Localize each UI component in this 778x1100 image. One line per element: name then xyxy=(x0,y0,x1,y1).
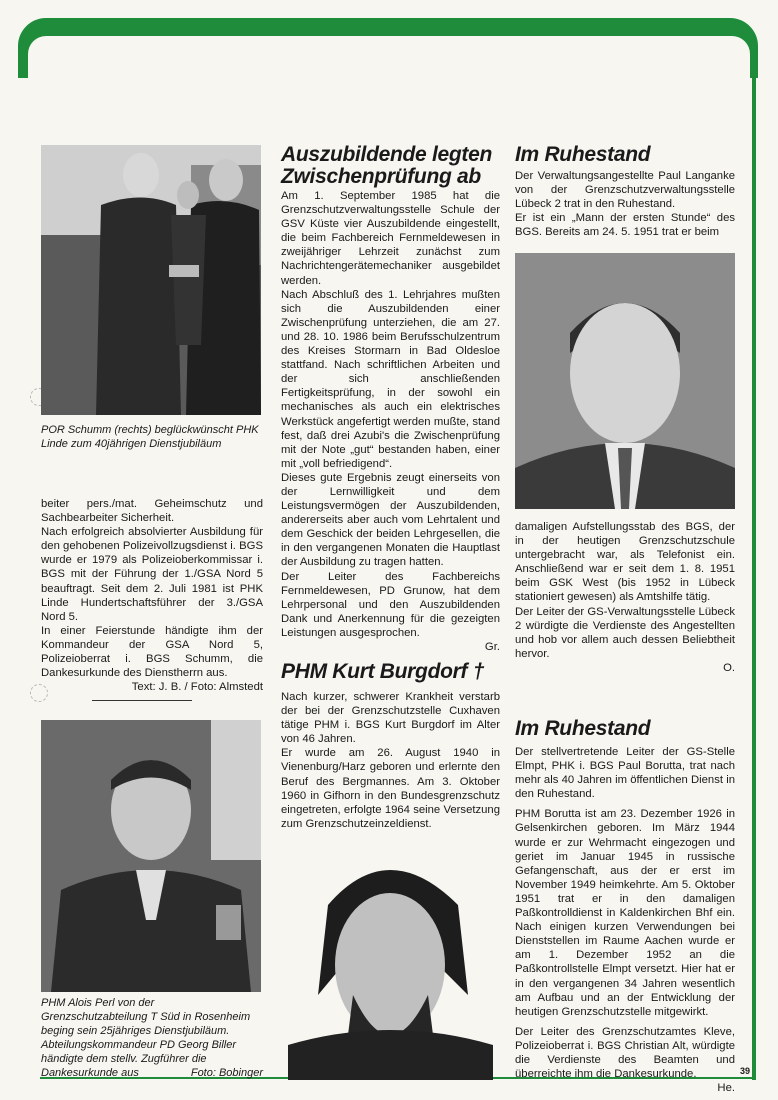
photo-langanke xyxy=(515,253,735,509)
paragraph: PHM Borutta ist am 23. Dezember 1926 in Gelsenkirchen geboren. Im März 1944 wurde er zur Wehrmacht eingezogen und geriet im Januar 1945 in russische Gefangenschaft, aus der er erst im November 1949 heimkehrte. Am 5. Oktober 1951 trat er in den damaligen Paßkontrolldienst in Kaldenkirchen Bhf ein. Nach einigen kurzen Verwendungen bei Dienststellen im Raume Aachen wurde er am 1. Dezember 1952 an die Paßkontrollstelle Elmpt versetzt. Hier hat er in den vergangenen 34 Jahren wesentlich am Aufbau und an der Entwicklung der heutigen Grenzschutzstelle mitgewirkt. xyxy=(515,808,735,1018)
paragraph: Der Leiter des Grenzschutzamtes Kleve, Polizeioberrat i. BGS Christian Alt, würdigte die Verdienste des Beamten und überreichte ihm die Dankesurkunde. xyxy=(515,1025,735,1081)
paragraph: Der Leiter des Fachbereichs Fernmeldewesen, PD Grunow, hat dem Lehrpersonal und den Auszubildenden Dank und Anerkennung für die gezeigten Leistungen ausgesprochen. xyxy=(281,570,500,639)
paragraph: Der Verwaltungsangestellte Paul Langanke von der Grenzschutzverwaltungsstelle Lübeck 2 trat in den Ruhestand. xyxy=(515,170,735,211)
signature: He. xyxy=(717,1082,735,1095)
paragraph: Der Leiter der GS-Verwaltungsstelle Lübeck 2 würdigte die Verdienste des Angestellten und hob vor allem auch dessen Beliebtheit hervor. xyxy=(515,605,735,660)
paragraph: Er wurde am 26. August 1940 in Vienenburg/Harz geboren und erlernte den Beruf des Bergmannes. Am 3. Oktober 1960 in Gifhorn in den Bundesgrenzschutz eingetreten, erfolgte 1964 seine Versetzung zum Grenzschutzeinzeldienst. xyxy=(281,747,500,830)
paragraph: Dieses gute Ergebnis zeugt einerseits von der Lernwilligkeit und dem Leistungsvermögen der Auszubildenden, andererseits aber auch vom Lehrtalent und dem Geschick der beiden Lehrgesellen, die in den vergangenen Monaten die Hauptlast der Ausbildung zu tragen hatten. xyxy=(281,471,500,569)
headline-auszubildende: Auszubildende legten Zwischenprüfung ab xyxy=(281,143,493,188)
paragraph: beiter pers./mat. Geheimschutz und Sachbearbeiter Sicherheit. xyxy=(41,498,263,525)
left-article-text xyxy=(41,497,263,694)
divider xyxy=(92,700,192,701)
ruhestand2-text xyxy=(515,745,735,1095)
burgdorf-text xyxy=(281,690,500,831)
photo2-caption xyxy=(41,996,263,1080)
paragraph: Er ist ein „Mann der ersten Stunde“ des BGS. Bereits am 24. 5. 1951 trat er beim xyxy=(515,212,735,239)
paragraph: Nach erfolgreich absolvierter Ausbildung für den gehobenen Polizeivollzugsdienst i. BGS wurde er 1979 als Polizeioberkommissar i. BGS mit der Führung der 1./GSA Nord 5 beauftragt. Seit dem 2. Juli 1981 ist PHK Linde Hundertschaftsführer der 3./GSA Nord 5. xyxy=(41,526,263,623)
paragraph: Der stellvertretende Leiter der GS-Stelle Elmpt, PHK i. BGS Paul Borutta, trat nach mehr als 40 Jahren im öffentlichen Dienst in den Ruhestand. xyxy=(515,746,735,801)
photo2-credit: Foto: Bobinger xyxy=(190,1067,263,1079)
photo1-caption: POR Schumm (rechts) beglückwünscht PHK Linde zum 40jährigen Dienstjubiläum xyxy=(41,424,259,450)
signature: O. xyxy=(723,661,735,674)
paragraph: In einer Feierstunde händigte ihm der Kommandeur der GSA Nord 5, Polizeioberrat i. BGS Schumm, die Dankesurkunde des Dienstherrn aus. xyxy=(41,624,263,680)
headline-ruhestand-1: Im Ruhestand xyxy=(515,143,651,166)
paragraph: damaligen Aufstellungsstab des BGS, der in der heutigen Grenzschutzschule untergebracht war, als Telefonist ein. Anschließend war er seit dem 1. 8. 1951 beim GSK West (bis 1952 in Lübeck stationiert gewesen) als Amtshilfe tätig. xyxy=(515,521,735,604)
headline-burgdorf: PHM Kurt Burgdorf † xyxy=(281,660,485,683)
paragraph: Nach Abschluß des 1. Lehrjahres mußten sich die Auszubildenden einer Zwischenprüfung unterziehen, die am 27. und 28. 10. 1986 beim Berufsschulzentrum des Kreises Stormarn in Bad Oldesloe stattfand. Nach schriftlichen Arbeiten und der sich anschließenden Fertigkeitsprüfung, in der sowohl ein mechanisches als auch ein elektrisches Werkstück angefertigt werden mußte, stand fest, daß drei Azubi's die Zwischenprüfung mit der Note „gut“ bestanden haben, einer mit „voll befriedigend“. xyxy=(281,288,500,470)
headline-ruhestand-2: Im Ruhestand xyxy=(515,717,651,740)
photo2-caption-text: PHM Alois Perl von der Grenzschutzabteilung T Süd in Rosenheim beging sein 25jähriges Dienstjubiläum. Abteilungskommandeur PD Georg Biller händigte dem stellv. Zugführer die Dankesurkunde aus xyxy=(41,997,251,1079)
ruhestand1-text-a xyxy=(515,169,735,239)
middle-article-text xyxy=(281,189,500,654)
header-band-inner xyxy=(28,36,750,96)
paragraph: Nach kurzer, schwerer Krankheit verstarb der bei der Grenzschutzstelle Cuxhaven tätige PHM i. BGS Kurt Burgdorf im Alter von 46 Jahren. xyxy=(281,691,500,746)
page-number: 39 xyxy=(740,1066,751,1076)
photo-handshake xyxy=(41,145,261,415)
right-rule xyxy=(752,60,756,1080)
paragraph: Am 1. September 1985 hat die Grenzschutzverwaltungsstelle Schule der GSV Küste vier Auszubildende eingestellt, die beim Fachbereich Fernmeldewesen in zweijähriger Lehrzeit zunächst zum Nachrichtengerätemechaniker ausgebildet werden. xyxy=(281,190,500,287)
photo-perl xyxy=(41,720,261,992)
photo-burgdorf xyxy=(288,845,493,1080)
signature: Gr. xyxy=(484,641,500,653)
photo-credit: Text: J. B. / Foto: Almstedt xyxy=(131,681,263,694)
ruhestand1-text-b xyxy=(515,520,735,675)
